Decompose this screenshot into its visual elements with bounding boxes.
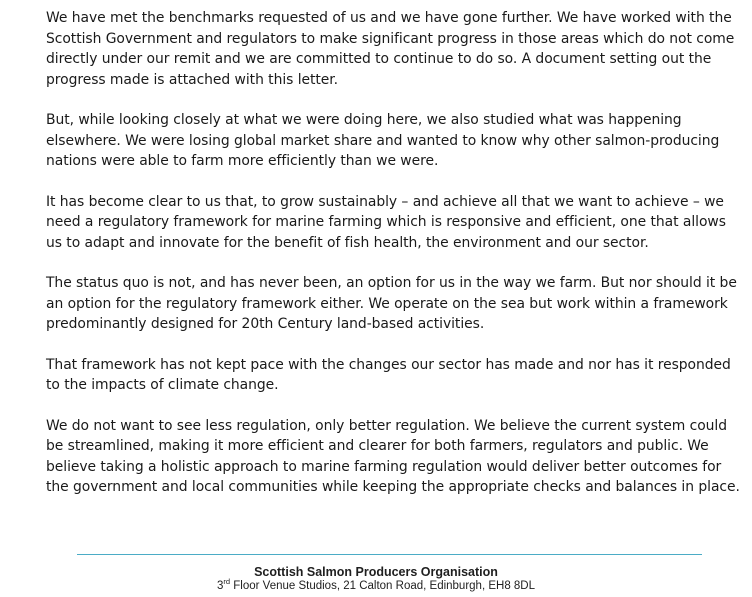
text-line: predominantly designed for 20th Century land-based activities.	[46, 316, 485, 332]
footer-divider	[77, 554, 702, 555]
text-line: be streamlined, making it more efficient and clearer for both farmers, regulators and public. We	[46, 438, 709, 454]
text-line: nations were able to farm more efficiently than we were.	[46, 153, 439, 169]
text-line: an option for the regulatory framework either. We operate on the sea but work within a framework	[46, 295, 728, 312]
text-line: We do not want to see less regulation, only better regulation. We believe the current system could	[46, 417, 727, 434]
text-line: Scottish Government and regulators to make significant progress in those areas which do not come	[46, 30, 735, 47]
address-floor-suffix: rd	[223, 577, 231, 587]
paragraph-elsewhere	[46, 110, 734, 172]
text-line: to the impacts of climate change.	[46, 377, 279, 393]
paragraph-better-regulation	[46, 416, 740, 498]
text-line: progress made is attached with this letter.	[46, 71, 339, 88]
text-line: believe taking a holistic approach to marine farming regulation would deliver better outcomes for	[46, 458, 722, 475]
text-line: need a regulatory framework for marine farming which is responsive and efficient, one that allows	[46, 214, 726, 230]
text-line: That framework has not kept pace with the changes our sector has made and nor has it responded	[46, 356, 731, 373]
text-line: But, while looking closely at what we were doing here, we also studied what was happening	[46, 112, 682, 128]
text-line: It has become clear to us that, to grow sustainably – and achieve all that we want to achieve – we	[46, 193, 724, 210]
paragraph-benchmarks	[46, 8, 734, 90]
address-floor-number: 3	[216, 580, 224, 592]
text-line: directly under our remit and we are committed to continue to do so. A document setting out the	[46, 51, 712, 67]
letter-body	[46, 8, 740, 518]
text-line: elsewhere. We were losing global market share and wanted to know why other salmon-producing	[46, 132, 720, 149]
footer-organisation-name: Scottish Salmon Producers Organisation	[254, 565, 498, 579]
address-rest: Floor Venue Studios, 21 Calton Road, Edinburgh, EH8 8DL	[230, 580, 536, 592]
paragraph-status-quo	[46, 273, 737, 335]
paragraph-framework	[46, 355, 734, 396]
text-line: the government and local communities while keeping the appropriate checks and balances in place.	[46, 479, 740, 495]
text-line: us to adapt and innovate for the benefit of fish health, the environment and our sector.	[46, 234, 649, 251]
footer-address	[0, 577, 752, 592]
paragraph-sustainability	[46, 192, 734, 254]
text-line: The status quo is not, and has never been, an option for us in the way we farm. But nor should it be	[46, 275, 737, 291]
text-line: We have met the benchmarks requested of us and we have gone further. We have worked with the	[46, 10, 732, 26]
